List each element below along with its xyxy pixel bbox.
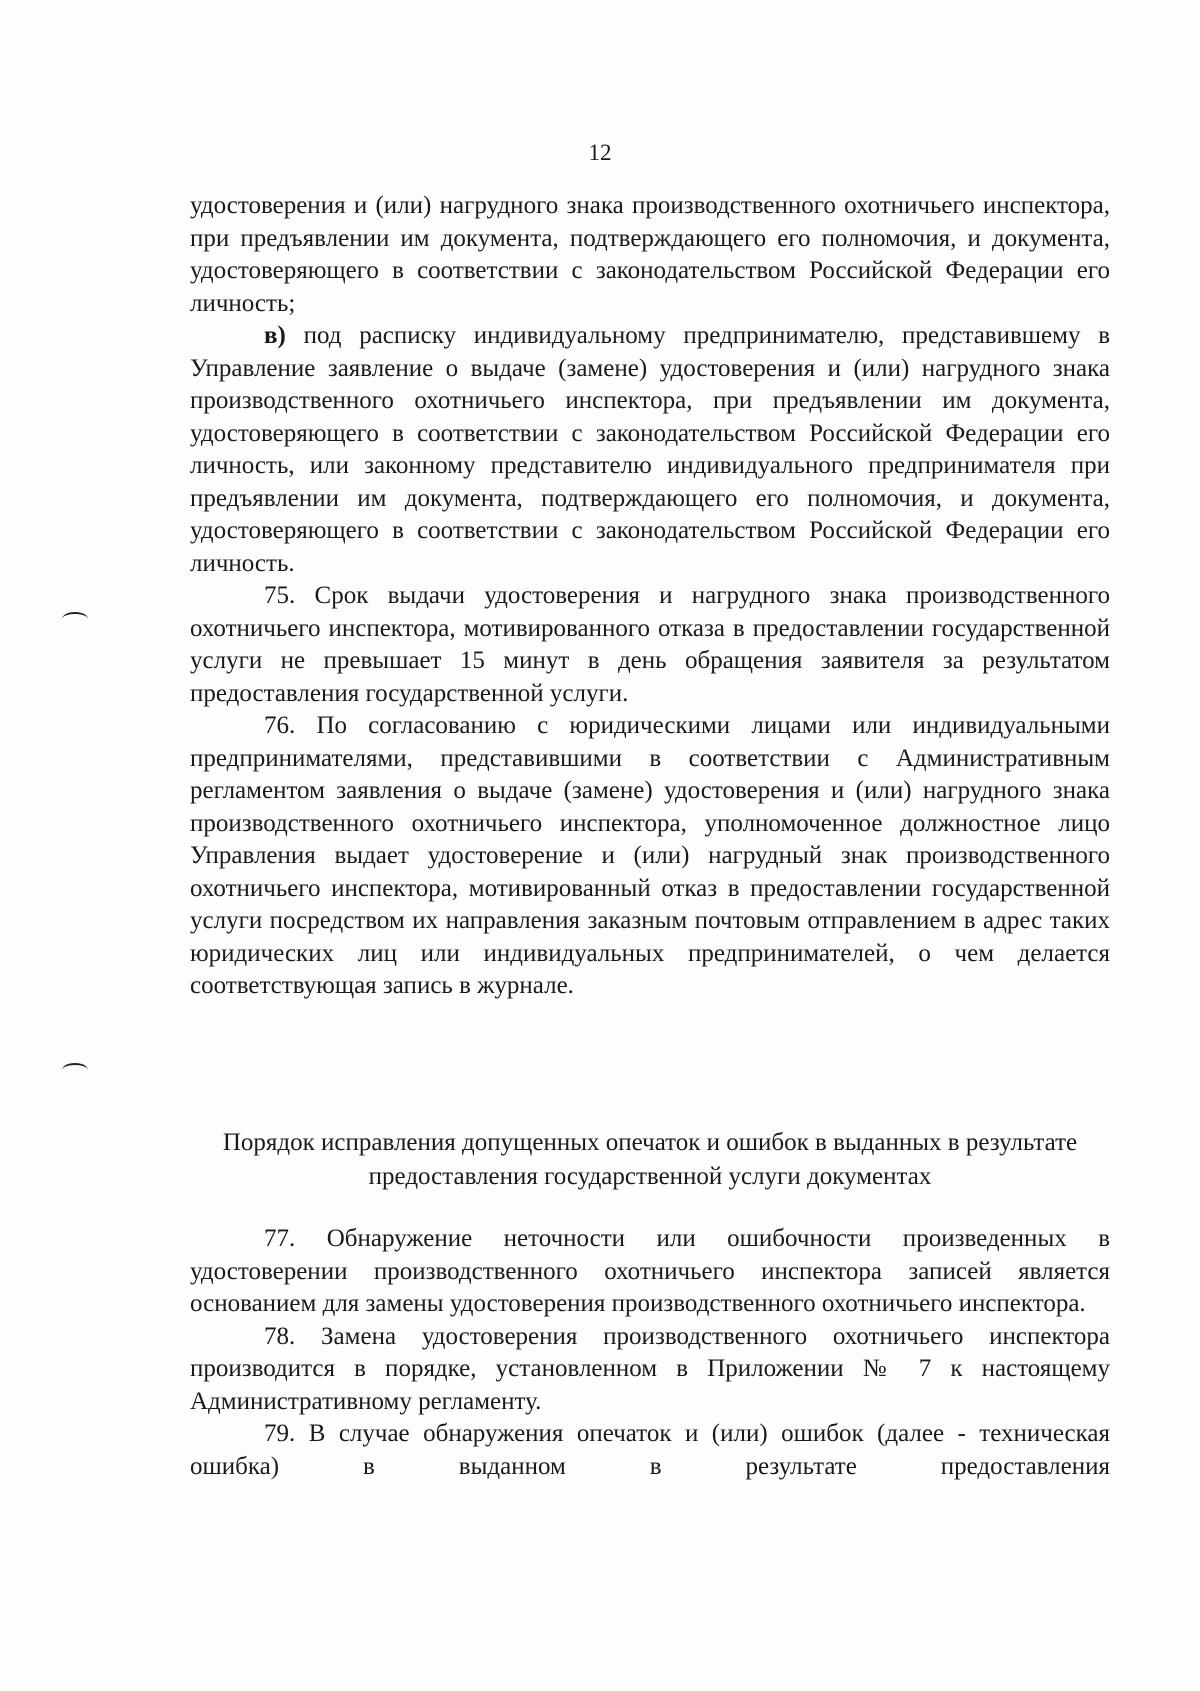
paragraph-text: 77. Обнаружение неточности или ошибочности произведенных в удостоверении производственного охотничьего инспектора записей является основанием для замены удостоверения производственного охотничьего инспектора.	[190, 1225, 1110, 1317]
binding-hole-mark	[62, 612, 88, 626]
paragraph-text: 76. По согласованию с юридическими лицами или индивидуальными предпринимателями, представившими в соответствии с Административным регламентом заявления о выдаче (замене) удостоверения и (или) нагрудного знака производственного охотничьего инспектора, уполномоченное должностное лицо Управления выдает удостоверение и (или) нагрудный знак производственного охотничьего инспектора, мотивированный отказ в предоставлении государственной услуги посредством их направления заказным почтовым отправлением в адрес таких юридических лиц или индивидуальных предпринимателей, о чем делается соответствующая запись в журнале.	[190, 712, 1110, 999]
body-text-top	[190, 190, 1110, 1003]
paragraph-item-v	[190, 320, 1110, 580]
paragraph-75	[190, 580, 1110, 710]
paragraph-text: 78. Замена удостоверения производственного охотничьего инспектора производится в порядке, установленном в Приложении № 7 к настоящему Административному регламенту.	[190, 1322, 1110, 1415]
paragraph-79	[190, 1418, 1110, 1483]
item-letter: в)	[264, 322, 286, 349]
paragraph-77	[190, 1223, 1110, 1321]
body-text-bottom	[190, 1223, 1110, 1483]
paragraph-76	[190, 710, 1110, 1003]
paragraph-text: под расписку индивидуальному предпринимателю, представившему в Управление заявление о выдаче (замене) удостоверения и (или) нагрудного знака производственного охотничьего инспектора, при предъявлении им документа, удостоверяющего в соответствии с законодательством Российской Федерации его личность, или законному представителю индивидуального предпринимателя при предъявлении им документа, подтверждающего его полномочия, и документа, удостоверяющего в соответствии с законодательством Российской Федерации его личность.	[190, 322, 1110, 577]
paragraph-text: удостоверения и (или) нагрудного знака производственного охотничьего инспектора, при предъявлении им документа, подтверждающего его полномочия, и документа, удостоверяющего в соответствии с законодательством Российской Федерации его личность;	[190, 192, 1110, 317]
page-number: 12	[588, 140, 612, 165]
paragraph-continuation	[190, 190, 1110, 320]
paragraph-78	[190, 1321, 1110, 1419]
paragraph-text: 75. Срок выдачи удостоверения и нагрудного знака производственного охотничьего инспектора, мотивированного отказа в предоставлении государственной услуги не превышает 15 минут в день обращения заявителя за результатом предоставления государственной услуги.	[190, 582, 1110, 707]
binding-hole-mark	[62, 1063, 88, 1077]
paragraph-text: 79. В случае обнаружения опечаток и (или) ошибок (далее - техническая ошибка) в выданном в результате предоставления	[190, 1420, 1110, 1480]
section-heading: Порядок исправления допущенных опечаток и ошибок в выданных в результате предоставления государственной услуги документах	[222, 1129, 1078, 1190]
